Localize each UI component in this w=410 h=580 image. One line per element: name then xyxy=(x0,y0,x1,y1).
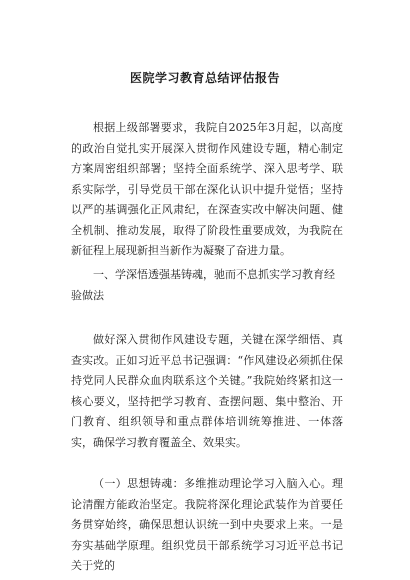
subsection-1-text: 理论清醒方能政治坚定。我院将深化理论武装作为首要任务贯穿始终，确保思想认识统一到中央要求上来。一是夯实基础学原理。组织党员干部系统学习习近平总书记关于党的 xyxy=(71,477,343,572)
section-1-paragraph: 做好深入贯彻作风建设专题，关键在深学细悟、真查实改。正如习近平总书记强调：“作风建设必须抓住保持党同人民群众血肉联系这个关键。”我院始终紧扣这一核心要义，坚持把学习教育、查摆问题、集中整治、开门教育、组织领导和重点群体培训统筹推进、一体落实，确保学习教育覆盖全、效果实。 xyxy=(71,333,343,449)
subsection-1-paragraph xyxy=(71,474,343,577)
section-heading-1: 一、学深悟透强基铸魂，驰而不息抓实学习教育经验做法 xyxy=(71,268,335,302)
document-title: 医院学习教育总结评估报告 xyxy=(129,71,280,85)
subsection-heading-1: （一）思想铸魂：多维推动理论学习入脑入心。 xyxy=(93,477,332,490)
intro-paragraph: 根据上级部署要求，我院自2025年3月起，以高度的政治自觉扎实开展深入贯彻作风建设专题，精心制定方案周密组织部署；坚持全面系统学、深入思考学、联系实际学，引导党员干部在深化认识中提升觉悟；坚持以严的基调强化正风肃纪，在深查实改中解决问题、健全机制、推动发展，取得了阶段性重要成效，为我院在新征程上展现新担当新作为凝聚了奋进力量。 xyxy=(71,121,343,257)
